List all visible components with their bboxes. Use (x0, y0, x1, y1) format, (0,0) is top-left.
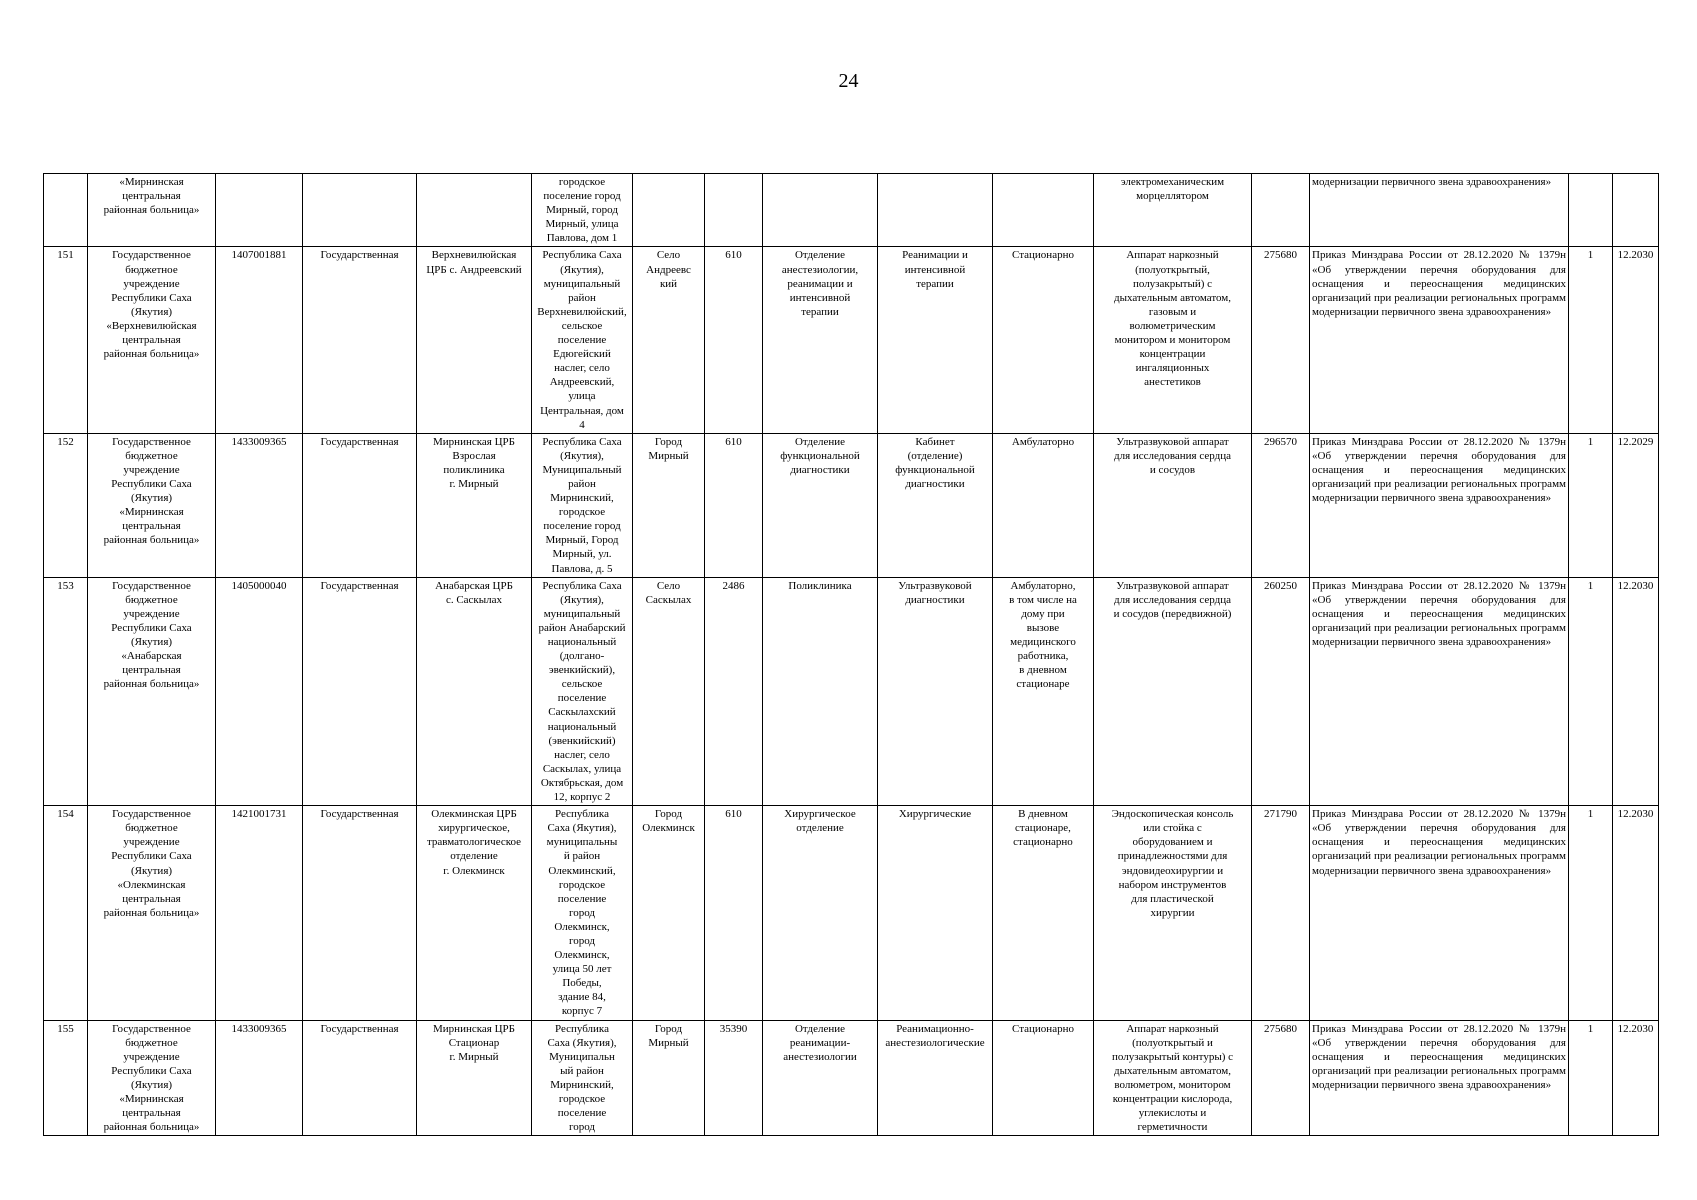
cell-institution: Государственное бюджетное учреждение Республики Саха (Якутия) «Олекминская центральная районная больница» (88, 806, 216, 1020)
cell-equipment: Ультразвуковой аппарат для исследования сердца и сосудов (1094, 433, 1252, 577)
cell-qty: 1 (1569, 806, 1613, 1020)
cell-equipment-code: 275680 (1252, 1020, 1310, 1136)
cell-date: 12.2030 (1613, 1020, 1659, 1136)
cell-code: 610 (705, 247, 763, 433)
cell-subdivision: Мирнинская ЦРБ Стационар г. Мирный (417, 1020, 532, 1136)
cell-code: 610 (705, 806, 763, 1020)
cell-date (1613, 174, 1659, 247)
cell-ownership: Государственная (303, 806, 417, 1020)
cell-ownership: Государственная (303, 433, 417, 577)
cell-ownership (303, 174, 417, 247)
table-row (44, 1020, 1659, 1136)
cell-institution: Государственное бюджетное учреждение Республики Саха (Якутия) «Мирнинская центральная районная больница» (88, 1020, 216, 1136)
table-row (44, 806, 1659, 1020)
cell-equipment: электромеханическим морцеллятором (1094, 174, 1252, 247)
cell-equipment-code: 296570 (1252, 433, 1310, 577)
cell-profile: Кабинет (отделение) функциональной диагностики (878, 433, 993, 577)
cell-locality: Город Олекминск (633, 806, 705, 1020)
cell-order: модернизации первичного звена здравоохранения» (1310, 174, 1569, 247)
cell-department: Хирургическое отделение (763, 806, 878, 1020)
cell-locality (633, 174, 705, 247)
cell-care-form: Амбулаторно (993, 433, 1094, 577)
cell-equipment-code (1252, 174, 1310, 247)
cell-locality: Город Мирный (633, 1020, 705, 1136)
cell-num (44, 174, 88, 247)
cell-num: 152 (44, 433, 88, 577)
cell-institution: Государственное бюджетное учреждение Республики Саха (Якутия) «Анабарская центральная районная больница» (88, 577, 216, 806)
cell-institution: Государственное бюджетное учреждение Республики Саха (Якутия) «Мирнинская центральная районная больница» (88, 433, 216, 577)
cell-code (705, 174, 763, 247)
cell-subdivision: Верхневилюйская ЦРБ с. Андреевский (417, 247, 532, 433)
cell-order: Приказ Минздрава России от 28.12.2020 № 1379н «Об утверждении перечня оборудования для оснащения и переоснащения медицинских организаций при реализации региональных программ модернизации первичного звена здравоохранения» (1310, 577, 1569, 806)
cell-date: 12.2029 (1613, 433, 1659, 577)
cell-num: 151 (44, 247, 88, 433)
cell-subdivision: Олекминская ЦРБ хирургическое, травматологическое отделение г. Олекминск (417, 806, 532, 1020)
cell-address: Республика Саха (Якутия), муниципальны й район Олекминский, городское поселение город Олекминск, город Олекминск, улица 50 лет Победы, здание 84, корпус 7 (532, 806, 633, 1020)
cell-profile: Хирургические (878, 806, 993, 1020)
cell-profile: Реанимационно- анестезиологические (878, 1020, 993, 1136)
cell-care-form (993, 174, 1094, 247)
cell-inn: 1433009365 (216, 433, 303, 577)
cell-qty: 1 (1569, 1020, 1613, 1136)
cell-equipment-code: 271790 (1252, 806, 1310, 1020)
cell-code: 35390 (705, 1020, 763, 1136)
cell-department: Поликлиника (763, 577, 878, 806)
cell-equipment-code: 260250 (1252, 577, 1310, 806)
cell-ownership: Государственная (303, 577, 417, 806)
cell-equipment-code: 275680 (1252, 247, 1310, 433)
cell-profile (878, 174, 993, 247)
cell-equipment: Аппарат наркозный (полуоткрытый и полузакрытый контуры) с дыхательным автоматом, волюметром, монитором концентрации кислорода, углекислоты и герметичности (1094, 1020, 1252, 1136)
cell-qty (1569, 174, 1613, 247)
equipment-table (43, 173, 1659, 1136)
cell-institution: Государственное бюджетное учреждение Республики Саха (Якутия) «Верхневилюйская центральная районная больница» (88, 247, 216, 433)
cell-inn: 1433009365 (216, 1020, 303, 1136)
cell-profile: Реанимации и интенсивной терапии (878, 247, 993, 433)
cell-equipment: Эндоскопическая консоль или стойка с оборудованием и принадлежностями для эндовидеохирургии и набором инструментов для пластической хирургии (1094, 806, 1252, 1020)
cell-num: 155 (44, 1020, 88, 1136)
cell-locality: Село Саскылах (633, 577, 705, 806)
cell-address: Республика Саха (Якутия), Муниципальный район Мирнинский, городское поселение город Мирный, Город Мирный, ул. Павлова, д. 5 (532, 433, 633, 577)
cell-care-form: Стационарно (993, 247, 1094, 433)
cell-locality: Село Андреевс кий (633, 247, 705, 433)
cell-ownership: Государственная (303, 1020, 417, 1136)
page-number: 24 (838, 70, 859, 92)
cell-department (763, 174, 878, 247)
cell-inn (216, 174, 303, 247)
cell-equipment: Ультразвуковой аппарат для исследования сердца и сосудов (передвижной) (1094, 577, 1252, 806)
cell-date: 12.2030 (1613, 577, 1659, 806)
cell-date: 12.2030 (1613, 806, 1659, 1020)
cell-qty: 1 (1569, 433, 1613, 577)
cell-care-form: В дневном стационаре, стационарно (993, 806, 1094, 1020)
cell-equipment: Аппарат наркозный (полуоткрытый, полузакрытый) с дыхательным автоматом, газовым и волюметрическим монитором и монитором концентрации ингаляционных анестетиков (1094, 247, 1252, 433)
cell-department: Отделение реанимации- анестезиологии (763, 1020, 878, 1136)
cell-profile: Ультразвуковой диагностики (878, 577, 993, 806)
cell-order: Приказ Минздрава России от 28.12.2020 № 1379н «Об утверждении перечня оборудования для оснащения и переоснащения медицинских организаций при реализации региональных программ модернизации первичного звена здравоохранения» (1310, 247, 1569, 433)
cell-institution: «Мирнинская центральная районная больница» (88, 174, 216, 247)
table-row (44, 433, 1659, 577)
cell-qty: 1 (1569, 577, 1613, 806)
cell-inn: 1421001731 (216, 806, 303, 1020)
cell-order: Приказ Минздрава России от 28.12.2020 № 1379н «Об утверждении перечня оборудования для оснащения и переоснащения медицинских организаций при реализации региональных программ модернизации первичного звена здравоохранения» (1310, 806, 1569, 1020)
cell-department: Отделение анестезиологии, реанимации и интенсивной терапии (763, 247, 878, 433)
cell-address: Республика Саха (Якутия), муниципальный район Анабарский национальный (долгано- эвенкийский), сельское поселение Саскылахский национальный (эвенкийский) наслег, село Саскылах, улица Октябрьская, дом 12, корпус 2 (532, 577, 633, 806)
cell-num: 153 (44, 577, 88, 806)
cell-date: 12.2030 (1613, 247, 1659, 433)
cell-address: Республика Саха (Якутия), Муниципальн ый район Мирнинский, городское поселение город (532, 1020, 633, 1136)
cell-locality: Город Мирный (633, 433, 705, 577)
cell-inn: 1405000040 (216, 577, 303, 806)
cell-address: городское поселение город Мирный, город Мирный, улица Павлова, дом 1 (532, 174, 633, 247)
cell-care-form: Стационарно (993, 1020, 1094, 1136)
cell-qty: 1 (1569, 247, 1613, 433)
cell-subdivision: Анабарская ЦРБ с. Саскылах (417, 577, 532, 806)
table-body (44, 174, 1659, 1136)
cell-ownership: Государственная (303, 247, 417, 433)
cell-address: Республика Саха (Якутия), муниципальный район Верхневилюйский, сельское поселение Едюгейский наслег, село Андреевский, улица Центральная, дом 4 (532, 247, 633, 433)
cell-inn: 1407001881 (216, 247, 303, 433)
cell-order: Приказ Минздрава России от 28.12.2020 № 1379н «Об утверждении перечня оборудования для оснащения и переоснащения медицинских организаций при реализации региональных программ модернизации первичного звена здравоохранения» (1310, 433, 1569, 577)
cell-subdivision: Мирнинская ЦРБ Взрослая поликлиника г. Мирный (417, 433, 532, 577)
cell-subdivision (417, 174, 532, 247)
table-row (44, 577, 1659, 806)
cell-num: 154 (44, 806, 88, 1020)
cell-care-form: Амбулаторно, в том числе на дому при вызове медицинского работника, в дневном стационаре (993, 577, 1094, 806)
table-row (44, 247, 1659, 433)
cell-order: Приказ Минздрава России от 28.12.2020 № 1379н «Об утверждении перечня оборудования для оснащения и переоснащения медицинских организаций при реализации региональных программ модернизации первичного звена здравоохранения» (1310, 1020, 1569, 1136)
table-row (44, 174, 1659, 247)
cell-code: 2486 (705, 577, 763, 806)
cell-department: Отделение функциональной диагностики (763, 433, 878, 577)
cell-code: 610 (705, 433, 763, 577)
